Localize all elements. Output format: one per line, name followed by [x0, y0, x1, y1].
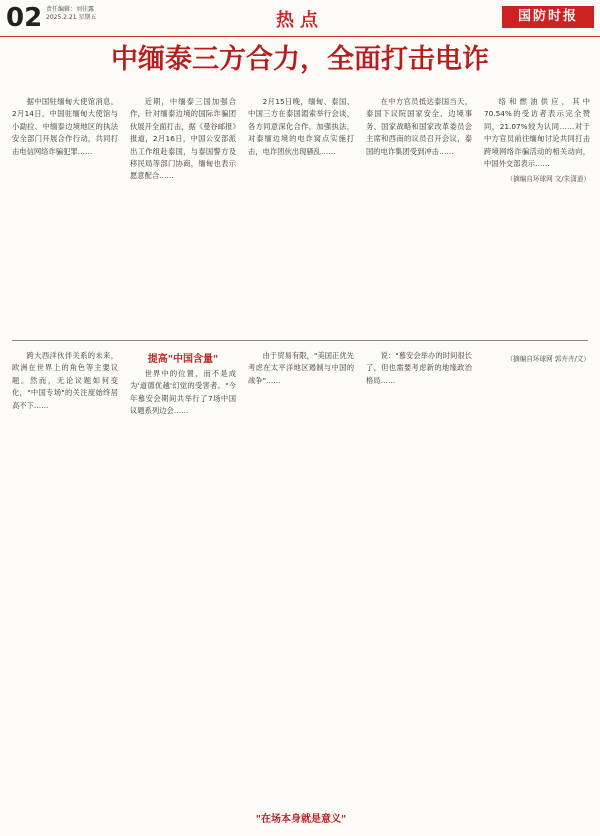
article1-col5: 络和燃油供应，其中70.54%的受访者表示完全赞同，21.07%较为认同……对于中方官员前往缅甸讨论共同打击跨境网络诈骗活动的相关动向，中国外交部表示…… （摘编自环球网 文/朱潇逍）: [484, 96, 590, 826]
page-number: 02: [6, 3, 43, 33]
article1-col1: 据中国驻缅甸大使馆消息，2月14日，中国驻缅甸大使馆与小勐拉、中缅泰边境地区的执法安全部门开展合作行动，共同打击电信网络诈骗犯罪……: [12, 97, 118, 156]
article1-col2: 近期，中缅泰三国加强合作，针对缅泰边境的国际诈骗团伙展开全面打击，据《曼谷邮报》报道，2月16日，中国公安部派出工作组赴泰国，与泰国警方及移民局等部门协商，缅甸也表示愿意配合……: [130, 97, 236, 181]
article2-col1: 跨大西洋伙伴关系的未来，欧洲在世界上的角色等主要议题。然而，无论议题如何变化，"中国专场"的关注度始终居高不下……: [12, 351, 118, 410]
headline: 中缅泰三方合力，全面打击电诈: [111, 44, 489, 75]
newspaper-logo: 国防时报: [502, 6, 594, 28]
editor-line: 责任编辑：刘佳露: [46, 6, 95, 13]
article2-body: [12, 350, 592, 826]
date-line: 2025.2.21 星期五: [46, 14, 97, 21]
article2-col3: 由于贸易有限，"美国正优先考虑在太平洋地区遏制与中国的战争"……: [248, 351, 354, 385]
article2-col5: [484, 350, 590, 826]
article2-col4: 说："慕安会举办的时间很长了，但也需要考虑新的地缘政治格局……: [366, 351, 472, 385]
article1-byline: （摘编自环球网 文/朱潇逍）: [506, 175, 590, 184]
article1-col4: 在中方官员抵达泰国当天，泰国下议院国家安全、边境事务、国家战略和国家改革委员会主席和西南的议员召开会议，泰国的电诈集团受到冲击……: [366, 97, 472, 156]
article2-col2: 世界中的位置，而不是成为'道德优越'幻觉的受害者。"今年慕安会期间共举行了7场中国议题系列边会……: [130, 369, 236, 416]
article2-byline: （摘编自环球网 郭卉卉/文）: [506, 355, 590, 363]
section-title: 热点: [276, 10, 324, 31]
article1-col3: 2月15日晚，缅甸、泰国、中国三方在泰国湄索举行会谈，各方同意深化合作，加强执法，对泰缅边境的电诈窝点实施打击，电诈团伙出现骚乱……: [248, 97, 354, 156]
article-divider: [12, 340, 588, 341]
article2-subheading-1: 提高"中国含量": [147, 354, 219, 365]
masthead: [0, 0, 600, 37]
article2-subheading-2: "在场本身就是意义": [255, 814, 347, 825]
